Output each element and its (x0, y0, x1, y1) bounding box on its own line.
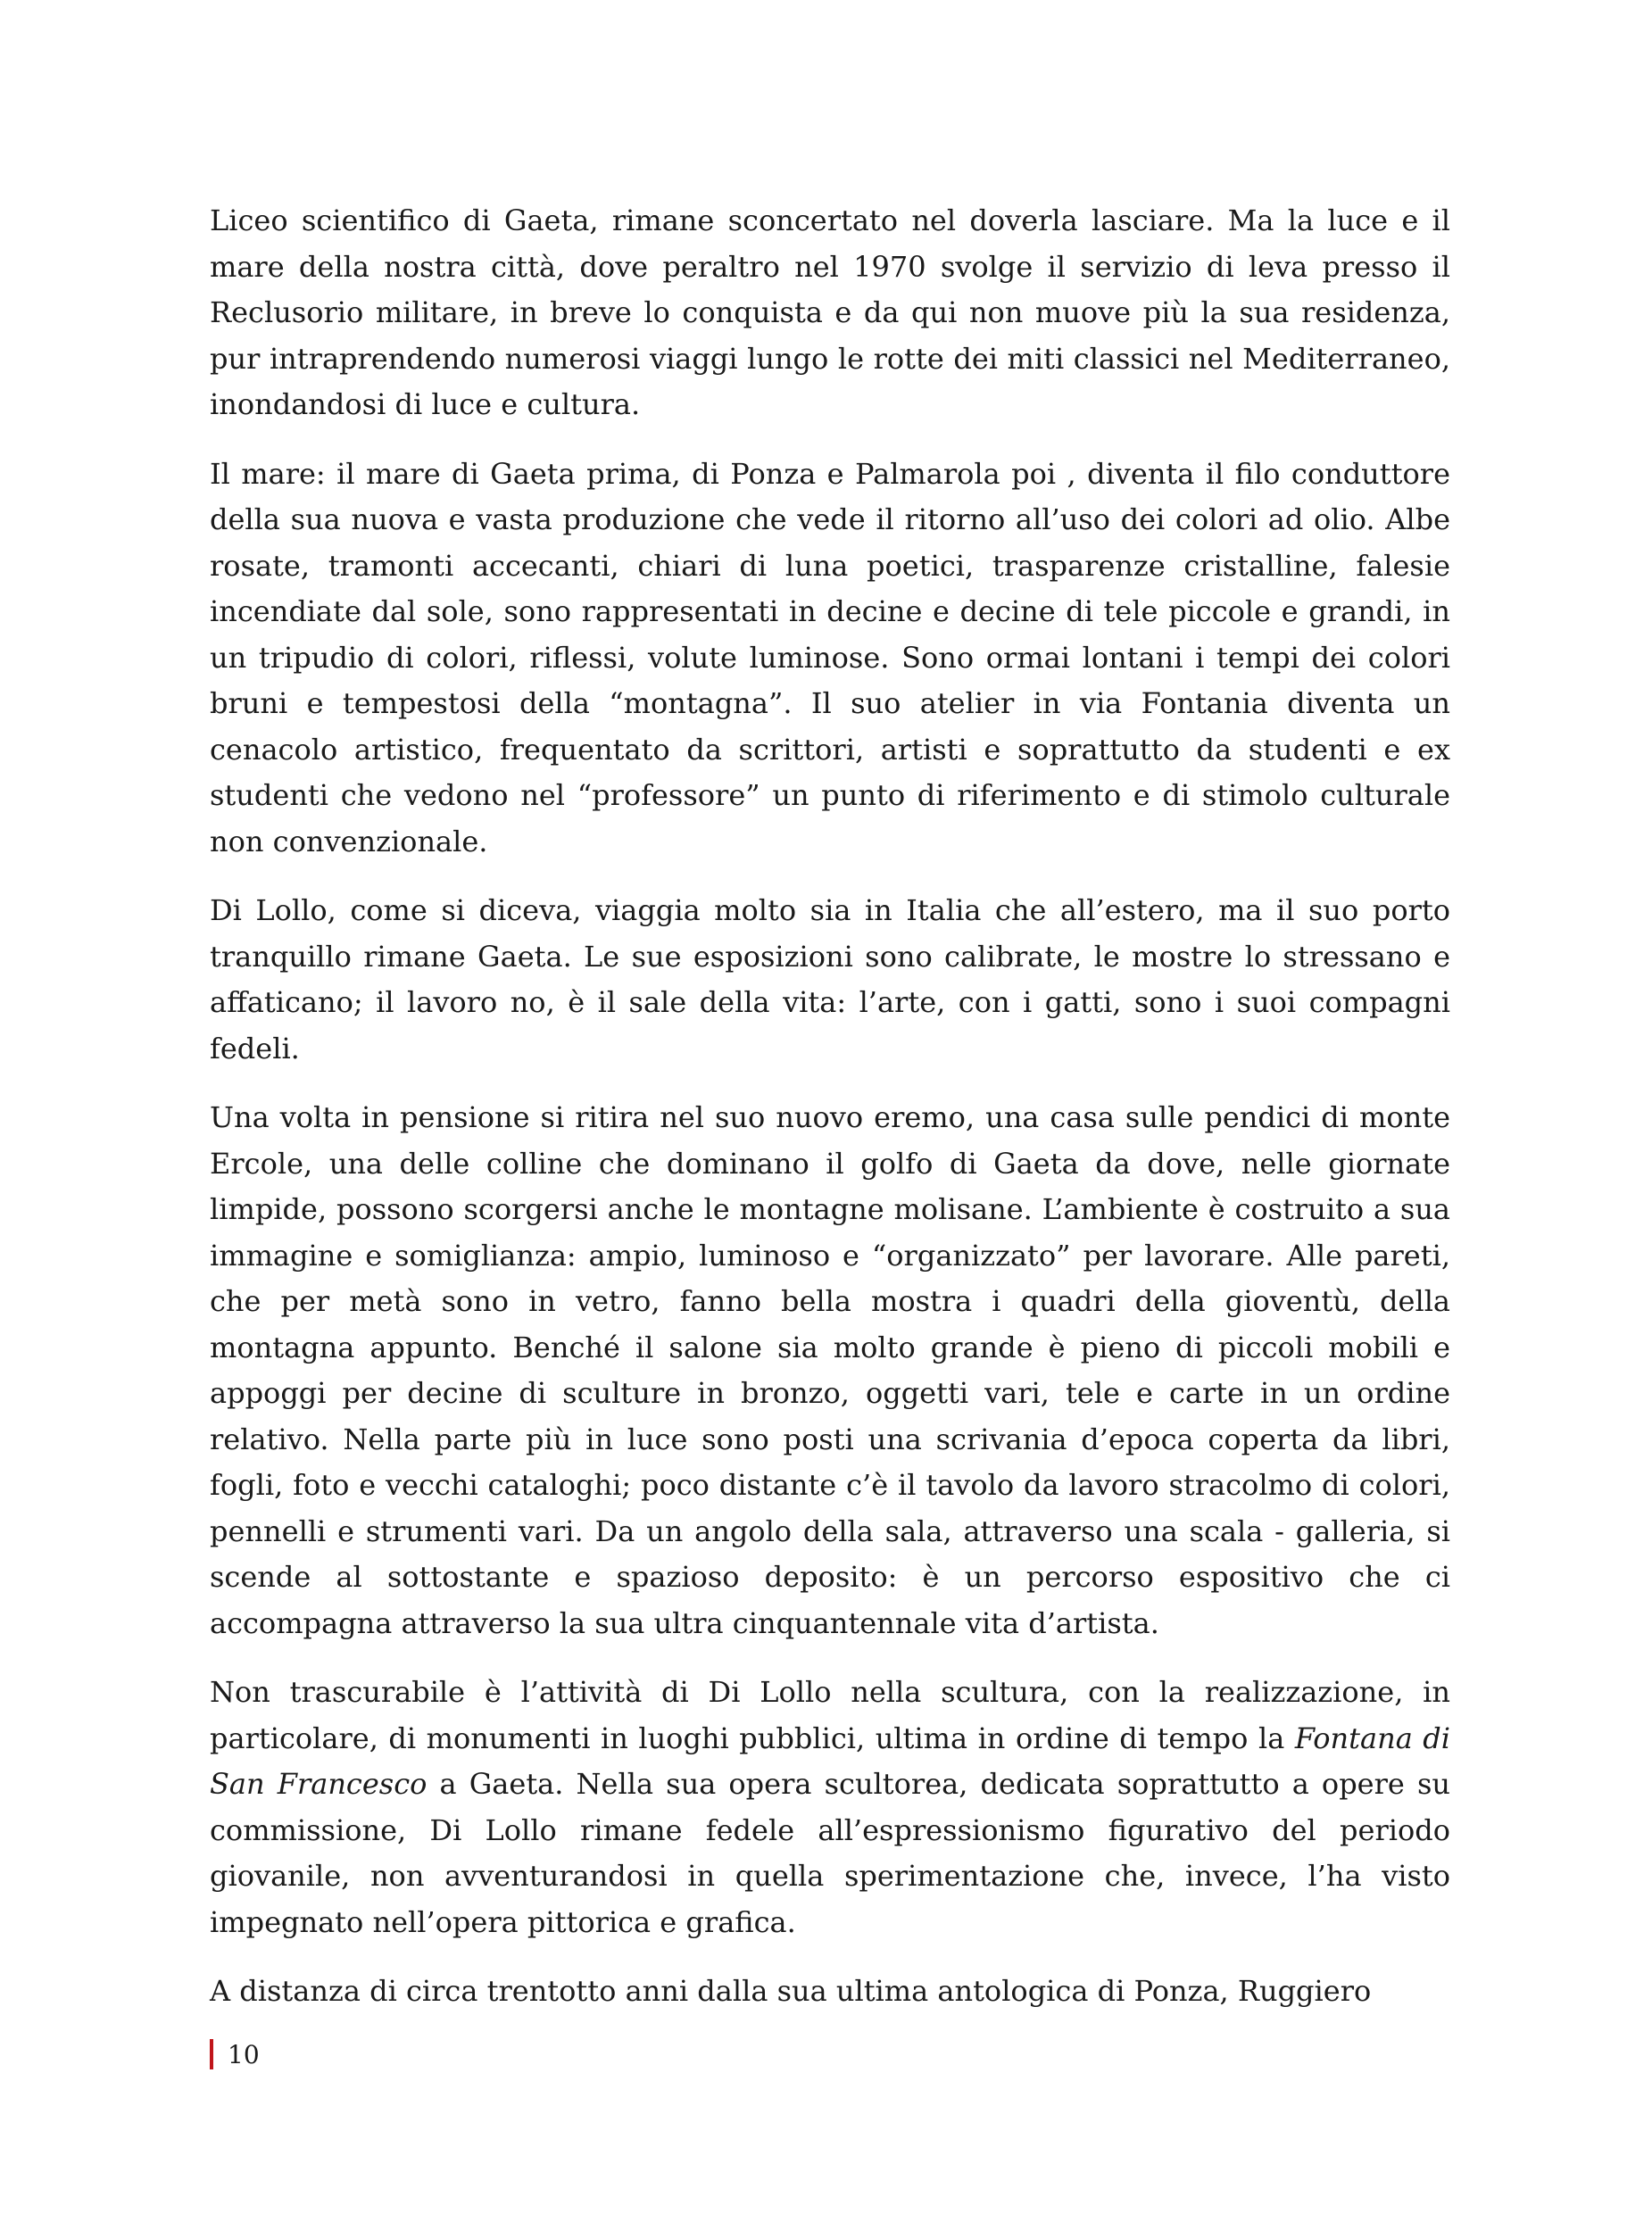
page-number: 10 (228, 2039, 260, 2069)
paragraph-5-text-after: a Gaeta. Nella sua opera scultorea, dedicata soprattutto a opere su commissione, Di Lollo rimane fedele all’espressionismo figurativo del periodo giovanile, non avventurandosi in quella sperimentazione che, invece, l’ha visto impegnato nell’opera pittorica e grafica. (210, 1767, 1451, 1939)
italic-title: Fontana di San Francesco (210, 1721, 1451, 1801)
paragraph-1: Liceo scientifico di Gaeta, rimane sconcertato nel doverla lasciare. Ma la luce e il mare della nostra città, dove peraltro nel 1970 svolge il servizio di leva presso il Reclusorio militare, in breve lo conquista e da qui non muove più la sua residenza, pur intraprendendo numerosi viaggi lungo le rotte dei miti classici nel Mediterraneo, inondandosi di luce e cultura. (210, 203, 1450, 421)
paragraph-2: Il mare: il mare di Gaeta prima, di Ponza e Palmarola poi , diventa il filo conduttore della sua nuova e vasta produzione che vede il ritorno all’uso dei colori ad olio. Albe rosate, tramonti accecanti, chiari di luna poetici, trasparenze cristalline, falesie incendiate dal sole, sono rappresentati in decine e decine di tele piccole e grandi, in un tripudio di colori, riflessi, volute luminose. Sono ormai lontani i tempi dei colori bruni e tempestosi della “montagna”. Il suo atelier in via Fontania diventa un cenacolo artistico, frequentato da scrittori, artisti e soprattutto da studenti e ex studenti che vedono nel “professore” un punto di riferimento e di stimolo culturale non convenzionale. (210, 456, 1450, 858)
paragraph-4: Una volta in pensione si ritira nel suo nuovo eremo, una casa sulle pendici di monte Ercole, una delle colline che dominano il golfo di Gaeta da dove, nelle giornate limpide, possono scorgersi anche le montagne molisane. L’ambiente è costruito a sua immagine e somiglianza: ampio, luminoso e “organizzato” per lavorare. Alle pareti, che per metà sono in vetro, fanno bella mostra i quadri della gioventù, della montagna appunto. Benché il salone sia molto grande è pieno di piccoli mobili e appoggi per decine di sculture in bronzo, oggetti vari, tele e carte in un ordine relativo. Nella parte più in luce sono posti una scrivania d’epoca coperta da libri, fogli, foto e vecchi cataloghi; poco distante c’è il tavolo da lavoro stracolmo di colori, pennelli e strumenti vari. Da un angolo della sala, attraverso una scala - galleria, si scende al sottostante e spazioso deposito: è un percorso espositivo che ci accompagna attraverso la sua ultra cinquantennale vita d’artista. (210, 1100, 1450, 1640)
page-footer (210, 2036, 260, 2072)
paragraph-6: A distanza di circa trentotto anni dalla sua ultima antologica di Ponza, Ruggiero (210, 1974, 1372, 2008)
paragraph-5 (210, 1670, 1450, 1945)
paragraph-3: Di Lollo, come si diceva, viaggia molto sia in Italia che all’estero, ma il suo porto tranquillo rimane Gaeta. Le sue esposizioni sono calibrate, le mostre lo stressano e affaticano; il lavoro no, è il sale della vita: l’arte, con i gatti, sono i suoi compagni fedeli. (210, 893, 1450, 1066)
paragraph-5-text-before: Non trascurabile è l’attività di Di Lollo nella scultura, con la realizzazione, in particolare, di monumenti in luoghi pubblici, ultima in ordine di tempo la (210, 1675, 1450, 1755)
body-text (210, 198, 1450, 2038)
footer-accent-bar (210, 2039, 213, 2069)
